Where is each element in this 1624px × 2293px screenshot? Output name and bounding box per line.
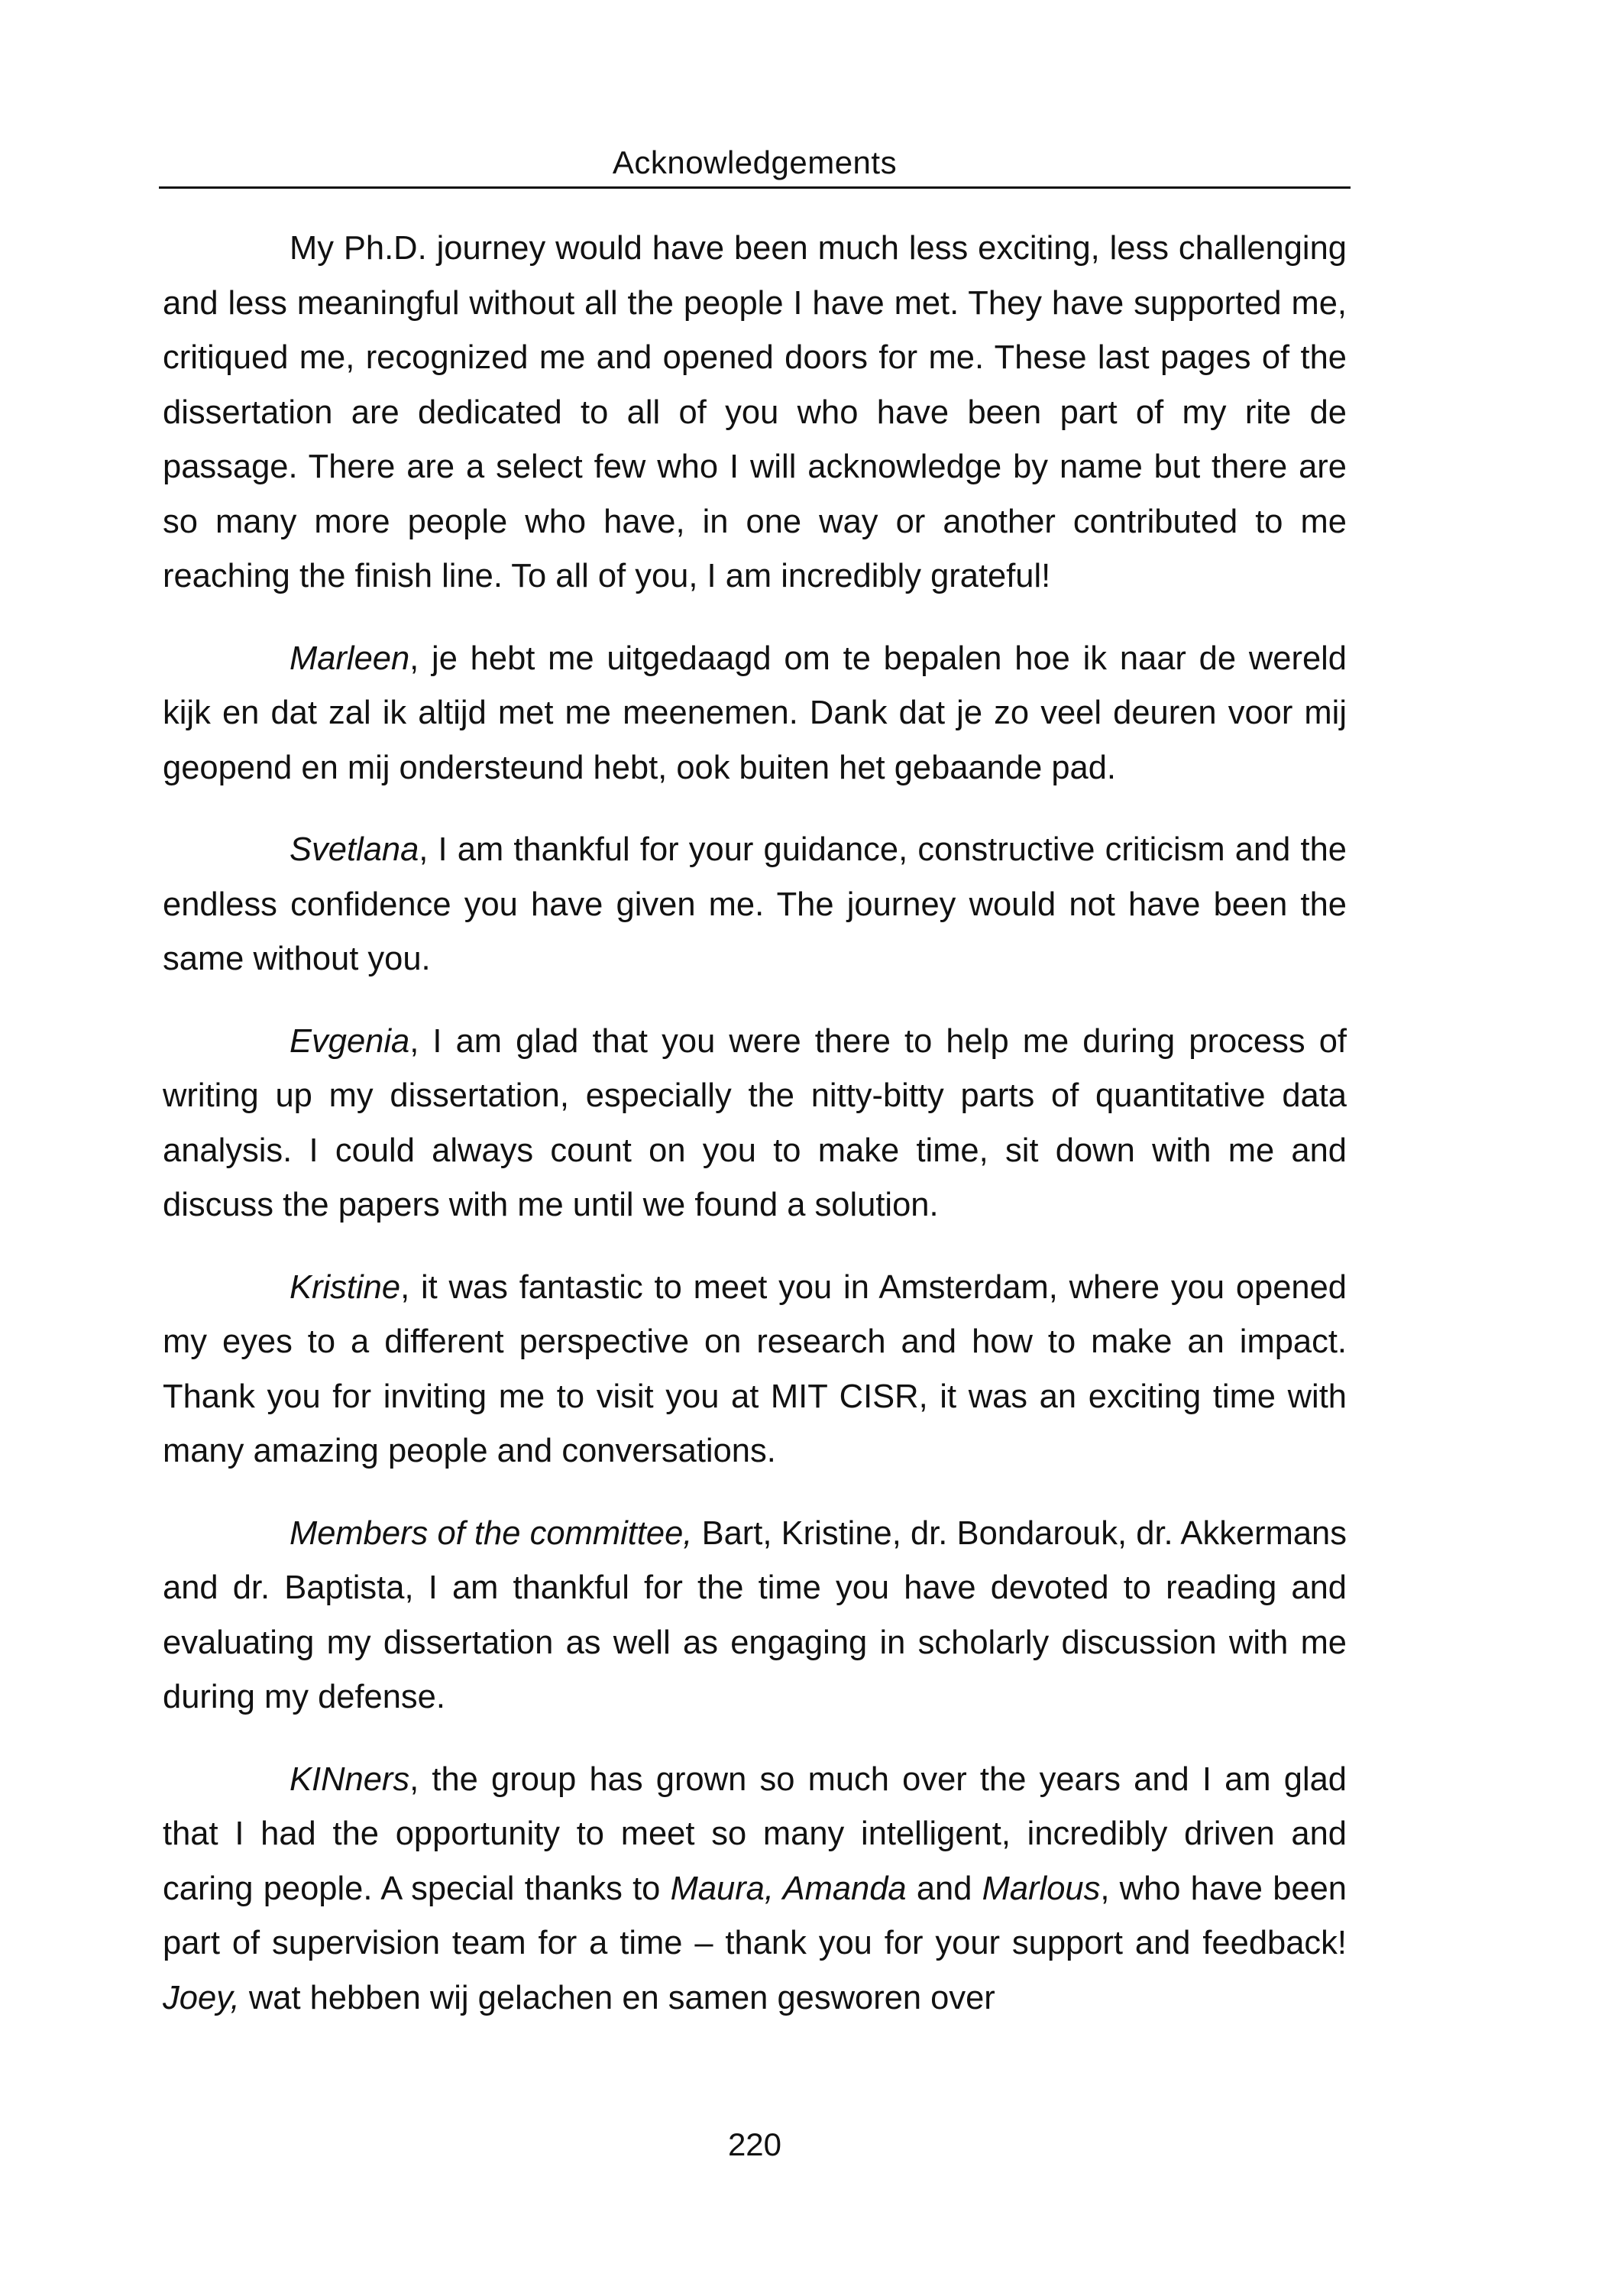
evgenia-text: , I am glad that you were there to help me during process of writing up my dissertation, especially the nitty-bitty parts of quantitative data analysis. I could always count on you to make time, sit down with me and discuss the papers with me until we found a solution.: [163, 1022, 1347, 1223]
names-maura-amanda: Maura, Amanda: [670, 1870, 907, 1907]
name-svetlana: Svetlana: [290, 831, 419, 868]
name-kristine: Kristine: [290, 1268, 401, 1306]
name-marlous: Marlous: [982, 1870, 1101, 1907]
paragraph-evgenia: [163, 1015, 1347, 1233]
name-joey: Joey,: [163, 1979, 240, 2016]
name-committee: Members of the committee,: [290, 1514, 693, 1552]
paragraph-kinners: [163, 1753, 1347, 2026]
header-rule: [159, 186, 1351, 189]
name-evgenia: Evgenia: [290, 1022, 410, 1060]
paragraph-svetlana: [163, 823, 1347, 987]
kinners-text-3: , who have been part of supervision team for a time – thank you for your support and feedback!: [163, 1870, 1347, 1961]
svetlana-text: , I am thankful for your guidance, constructive criticism and the endless confidence you have given me. The journey would not have been the same without you.: [163, 831, 1347, 977]
kinners-text-1: , the group has grown so much over the years and I am glad that I had the opportunity to meet so many intelligent, incredibly driven and caring people. A special thanks to: [163, 1760, 1347, 1907]
paragraph-kristine: [163, 1261, 1347, 1479]
committee-text: Bart, Kristine, dr. Bondarouk, dr. Akkermans and dr. Baptista, I am thankful for the time you have devoted to reading and evaluating my dissertation as well as engaging in scholarly discussion with me during my defense.: [163, 1514, 1347, 1715]
name-marleen: Marleen: [290, 640, 410, 677]
name-kinners: KINners: [290, 1760, 410, 1798]
body-text: [163, 222, 1347, 2053]
paragraph-committee: [163, 1507, 1347, 1725]
kinners-text-4: wat hebben wij gelachen en samen gesworen over: [239, 1979, 995, 2016]
marleen-text: , je hebt me uitgedaagd om te bepalen hoe ik naar de wereld kijk en dat zal ik altijd met me meenemen. Dank dat je zo veel deuren voor mij geopend en mij ondersteund hebt, ook buiten het gebaande pad.: [163, 640, 1347, 786]
kinners-text-2: and: [906, 1870, 982, 1907]
running-header: Acknowledgements: [612, 144, 898, 180]
paragraph-intro: [163, 222, 1347, 604]
page-number: 220: [727, 2126, 782, 2162]
intro-text: My Ph.D. journey would have been much less exciting, less challenging and less meaningful without all the people I have met. They have supported me, critiqued me, recognized me and opened doors for me. These last pages of the dissertation are dedicated to all of you who have been part of my rite de passage. There are a select few who I will acknowledge by name but there are so many more people who have, in one way or another contributed to me reaching the finish line. To all of you, I am incredibly grateful!: [163, 230, 1347, 594]
paragraph-marleen: [163, 632, 1347, 796]
kristine-text: , it was fantastic to meet you in Amsterdam, where you opened my eyes to a different perspective on research and how to make an impact. Thank you for inviting me to visit you at MIT CISR, it was an exciting time with many amazing people and conversations.: [163, 1268, 1347, 1469]
